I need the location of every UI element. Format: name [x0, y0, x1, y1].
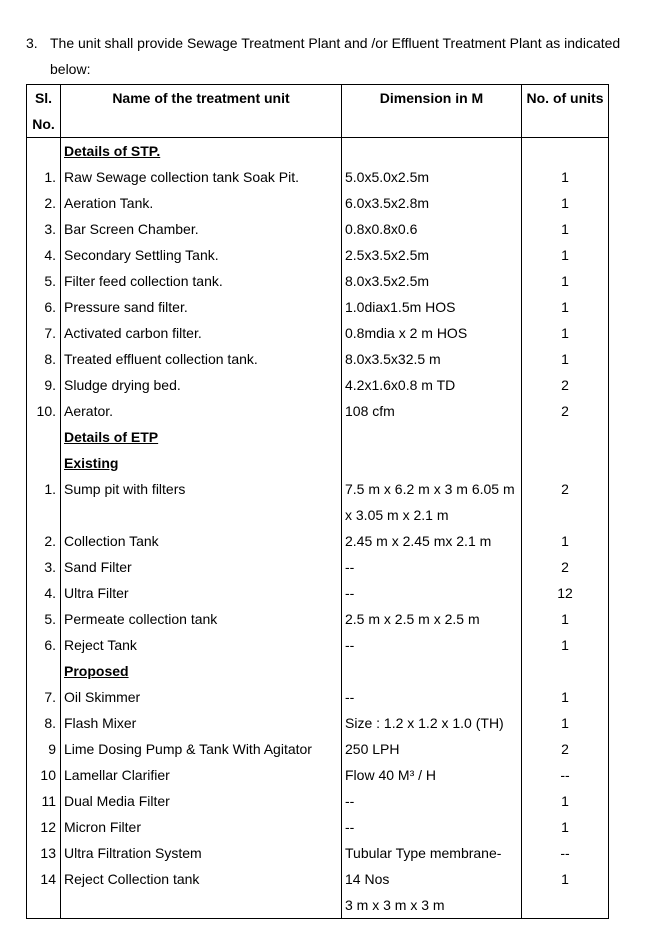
unit-name: Collection Tank [61, 528, 342, 554]
unit-dimension: 8.0x3.5x32.5 m [342, 346, 522, 372]
row-number: 4. [27, 242, 61, 268]
table-row [27, 658, 609, 684]
unit-name [61, 892, 342, 919]
unit-count: 1 [522, 528, 609, 554]
intro-number: 3. [26, 35, 38, 51]
table-row [27, 320, 609, 346]
unit-name: Ultra Filtration System [61, 840, 342, 866]
table-row [27, 892, 609, 919]
unit-count: 2 [522, 736, 609, 762]
unit-count: 1 [522, 268, 609, 294]
table-row [27, 450, 609, 476]
table-row [27, 840, 609, 866]
unit-dimension: 2.45 m x 2.45 mx 2.1 m [342, 528, 522, 554]
section-heading: Existing [61, 450, 342, 476]
unit-name: Secondary Settling Tank. [61, 242, 342, 268]
unit-count [522, 424, 609, 450]
unit-name: Lamellar Clarifier [61, 762, 342, 788]
unit-dimension: Size : 1.2 x 1.2 x 1.0 (TH) [342, 710, 522, 736]
row-number: 8. [27, 346, 61, 372]
unit-count: 1 [522, 866, 609, 892]
unit-name: Sludge drying bed. [61, 372, 342, 398]
table-row [27, 216, 609, 242]
row-number: 2. [27, 528, 61, 554]
unit-count: 1 [522, 164, 609, 190]
unit-count: 2 [522, 372, 609, 398]
section-heading: Details of STP. [61, 138, 342, 165]
unit-dimension: -- [342, 554, 522, 580]
row-number: 6. [27, 632, 61, 658]
unit-count: 1 [522, 710, 609, 736]
row-number: 3. [27, 554, 61, 580]
unit-dimension: -- [342, 632, 522, 658]
table-row [27, 554, 609, 580]
row-number: 1. [27, 164, 61, 190]
table-row [27, 580, 609, 606]
table-row [27, 606, 609, 632]
unit-name: Oil Skimmer [61, 684, 342, 710]
row-number [27, 892, 61, 919]
unit-name: Filter feed collection tank. [61, 268, 342, 294]
row-number: 4. [27, 580, 61, 606]
treatment-units-table [26, 84, 609, 919]
section-heading: Proposed [61, 658, 342, 684]
header-name: Name of the treatment unit [61, 85, 342, 138]
unit-count [522, 658, 609, 684]
unit-dimension: -- [342, 814, 522, 840]
unit-name: Activated carbon filter. [61, 320, 342, 346]
table-row [27, 294, 609, 320]
table-row [27, 372, 609, 398]
unit-count: 1 [522, 346, 609, 372]
table-row [27, 788, 609, 814]
row-number: 13 [27, 840, 61, 866]
unit-name: Treated effluent collection tank. [61, 346, 342, 372]
unit-name: Reject Collection tank [61, 866, 342, 892]
unit-count: 2 [522, 398, 609, 424]
unit-name: Reject Tank [61, 632, 342, 658]
unit-count: 1 [522, 242, 609, 268]
row-number: 5. [27, 606, 61, 632]
unit-dimension: 0.8mdia x 2 m HOS [342, 320, 522, 346]
unit-dimension: -- [342, 788, 522, 814]
unit-dimension: 2.5 m x 2.5 m x 2.5 m [342, 606, 522, 632]
unit-dimension [342, 658, 522, 684]
unit-count: -- [522, 840, 609, 866]
unit-name: Bar Screen Chamber. [61, 216, 342, 242]
row-number: 9 [27, 736, 61, 762]
unit-dimension [342, 424, 522, 450]
unit-dimension: 0.8x0.8x0.6 [342, 216, 522, 242]
unit-count [522, 138, 609, 165]
table-row [27, 138, 609, 165]
header-dimension: Dimension in M [342, 85, 522, 138]
table-row [27, 684, 609, 710]
table-row [27, 762, 609, 788]
unit-name: Permeate collection tank [61, 606, 342, 632]
unit-dimension: 8.0x3.5x2.5m [342, 268, 522, 294]
unit-dimension [342, 138, 522, 165]
table-row [27, 164, 609, 190]
section-heading: Details of ETP [61, 424, 342, 450]
unit-name: Micron Filter [61, 814, 342, 840]
unit-name: Dual Media Filter [61, 788, 342, 814]
table-body [27, 138, 609, 919]
table-row [27, 866, 609, 892]
table-row [27, 190, 609, 216]
table-header-row [27, 85, 609, 138]
unit-dimension: 7.5 m x 6.2 m x 3 m 6.05 m x 3.05 m x 2.1 m [342, 476, 522, 528]
row-number [27, 658, 61, 684]
table-row [27, 528, 609, 554]
unit-dimension: 4.2x1.6x0.8 m TD [342, 372, 522, 398]
header-sl-no: Sl. No. [27, 85, 61, 138]
table-row [27, 710, 609, 736]
unit-dimension: -- [342, 580, 522, 606]
row-number: 10. [27, 398, 61, 424]
unit-name: Flash Mixer [61, 710, 342, 736]
unit-count: 1 [522, 190, 609, 216]
unit-name: Pressure sand filter. [61, 294, 342, 320]
unit-name: Aeration Tank. [61, 190, 342, 216]
unit-count: 2 [522, 554, 609, 580]
unit-name: Ultra Filter [61, 580, 342, 606]
intro-text: The unit shall provide Sewage Treatment Plant and /or Effluent Treatment Plant as indicated below: [50, 35, 621, 77]
row-number: 10 [27, 762, 61, 788]
unit-dimension: 6.0x3.5x2.8m [342, 190, 522, 216]
table-row [27, 476, 609, 528]
unit-name: Sump pit with filters [61, 476, 342, 528]
unit-dimension: 250 LPH [342, 736, 522, 762]
unit-dimension: 1.0diax1.5m HOS [342, 294, 522, 320]
unit-name: Lime Dosing Pump & Tank With Agitator [61, 736, 342, 762]
unit-count: 12 [522, 580, 609, 606]
table-row [27, 346, 609, 372]
row-number [27, 138, 61, 165]
header-units: No. of units [522, 85, 609, 138]
row-number: 5. [27, 268, 61, 294]
table-row [27, 398, 609, 424]
unit-name: Sand Filter [61, 554, 342, 580]
row-number: 9. [27, 372, 61, 398]
unit-name: Aerator. [61, 398, 342, 424]
unit-count [522, 892, 609, 919]
row-number: 11 [27, 788, 61, 814]
table-row [27, 814, 609, 840]
unit-dimension: 3 m x 3 m x 3 m [342, 892, 522, 919]
unit-dimension: 5.0x5.0x2.5m [342, 164, 522, 190]
row-number [27, 424, 61, 450]
row-number: 12 [27, 814, 61, 840]
unit-dimension: Flow 40 M³ / H [342, 762, 522, 788]
unit-count [522, 450, 609, 476]
table-row [27, 268, 609, 294]
unit-dimension: Tubular Type membrane- [342, 840, 522, 866]
intro-paragraph [26, 30, 636, 82]
row-number: 2. [27, 190, 61, 216]
unit-dimension: 108 cfm [342, 398, 522, 424]
row-number: 3. [27, 216, 61, 242]
unit-dimension: 2.5x3.5x2.5m [342, 242, 522, 268]
unit-dimension: -- [342, 684, 522, 710]
unit-count: -- [522, 762, 609, 788]
unit-count: 1 [522, 606, 609, 632]
row-number: 6. [27, 294, 61, 320]
unit-count: 1 [522, 684, 609, 710]
unit-count: 2 [522, 476, 609, 528]
unit-count: 1 [522, 788, 609, 814]
unit-count: 1 [522, 320, 609, 346]
unit-dimension [342, 450, 522, 476]
row-number: 8. [27, 710, 61, 736]
table-row [27, 632, 609, 658]
unit-count: 1 [522, 294, 609, 320]
row-number: 14 [27, 866, 61, 892]
table-row [27, 424, 609, 450]
row-number: 7. [27, 320, 61, 346]
unit-count: 1 [522, 632, 609, 658]
row-number: 7. [27, 684, 61, 710]
table-row [27, 736, 609, 762]
unit-dimension: 14 Nos [342, 866, 522, 892]
unit-count: 1 [522, 216, 609, 242]
row-number: 1. [27, 476, 61, 528]
row-number [27, 450, 61, 476]
unit-count: 1 [522, 814, 609, 840]
unit-name: Raw Sewage collection tank Soak Pit. [61, 164, 342, 190]
table-row [27, 242, 609, 268]
